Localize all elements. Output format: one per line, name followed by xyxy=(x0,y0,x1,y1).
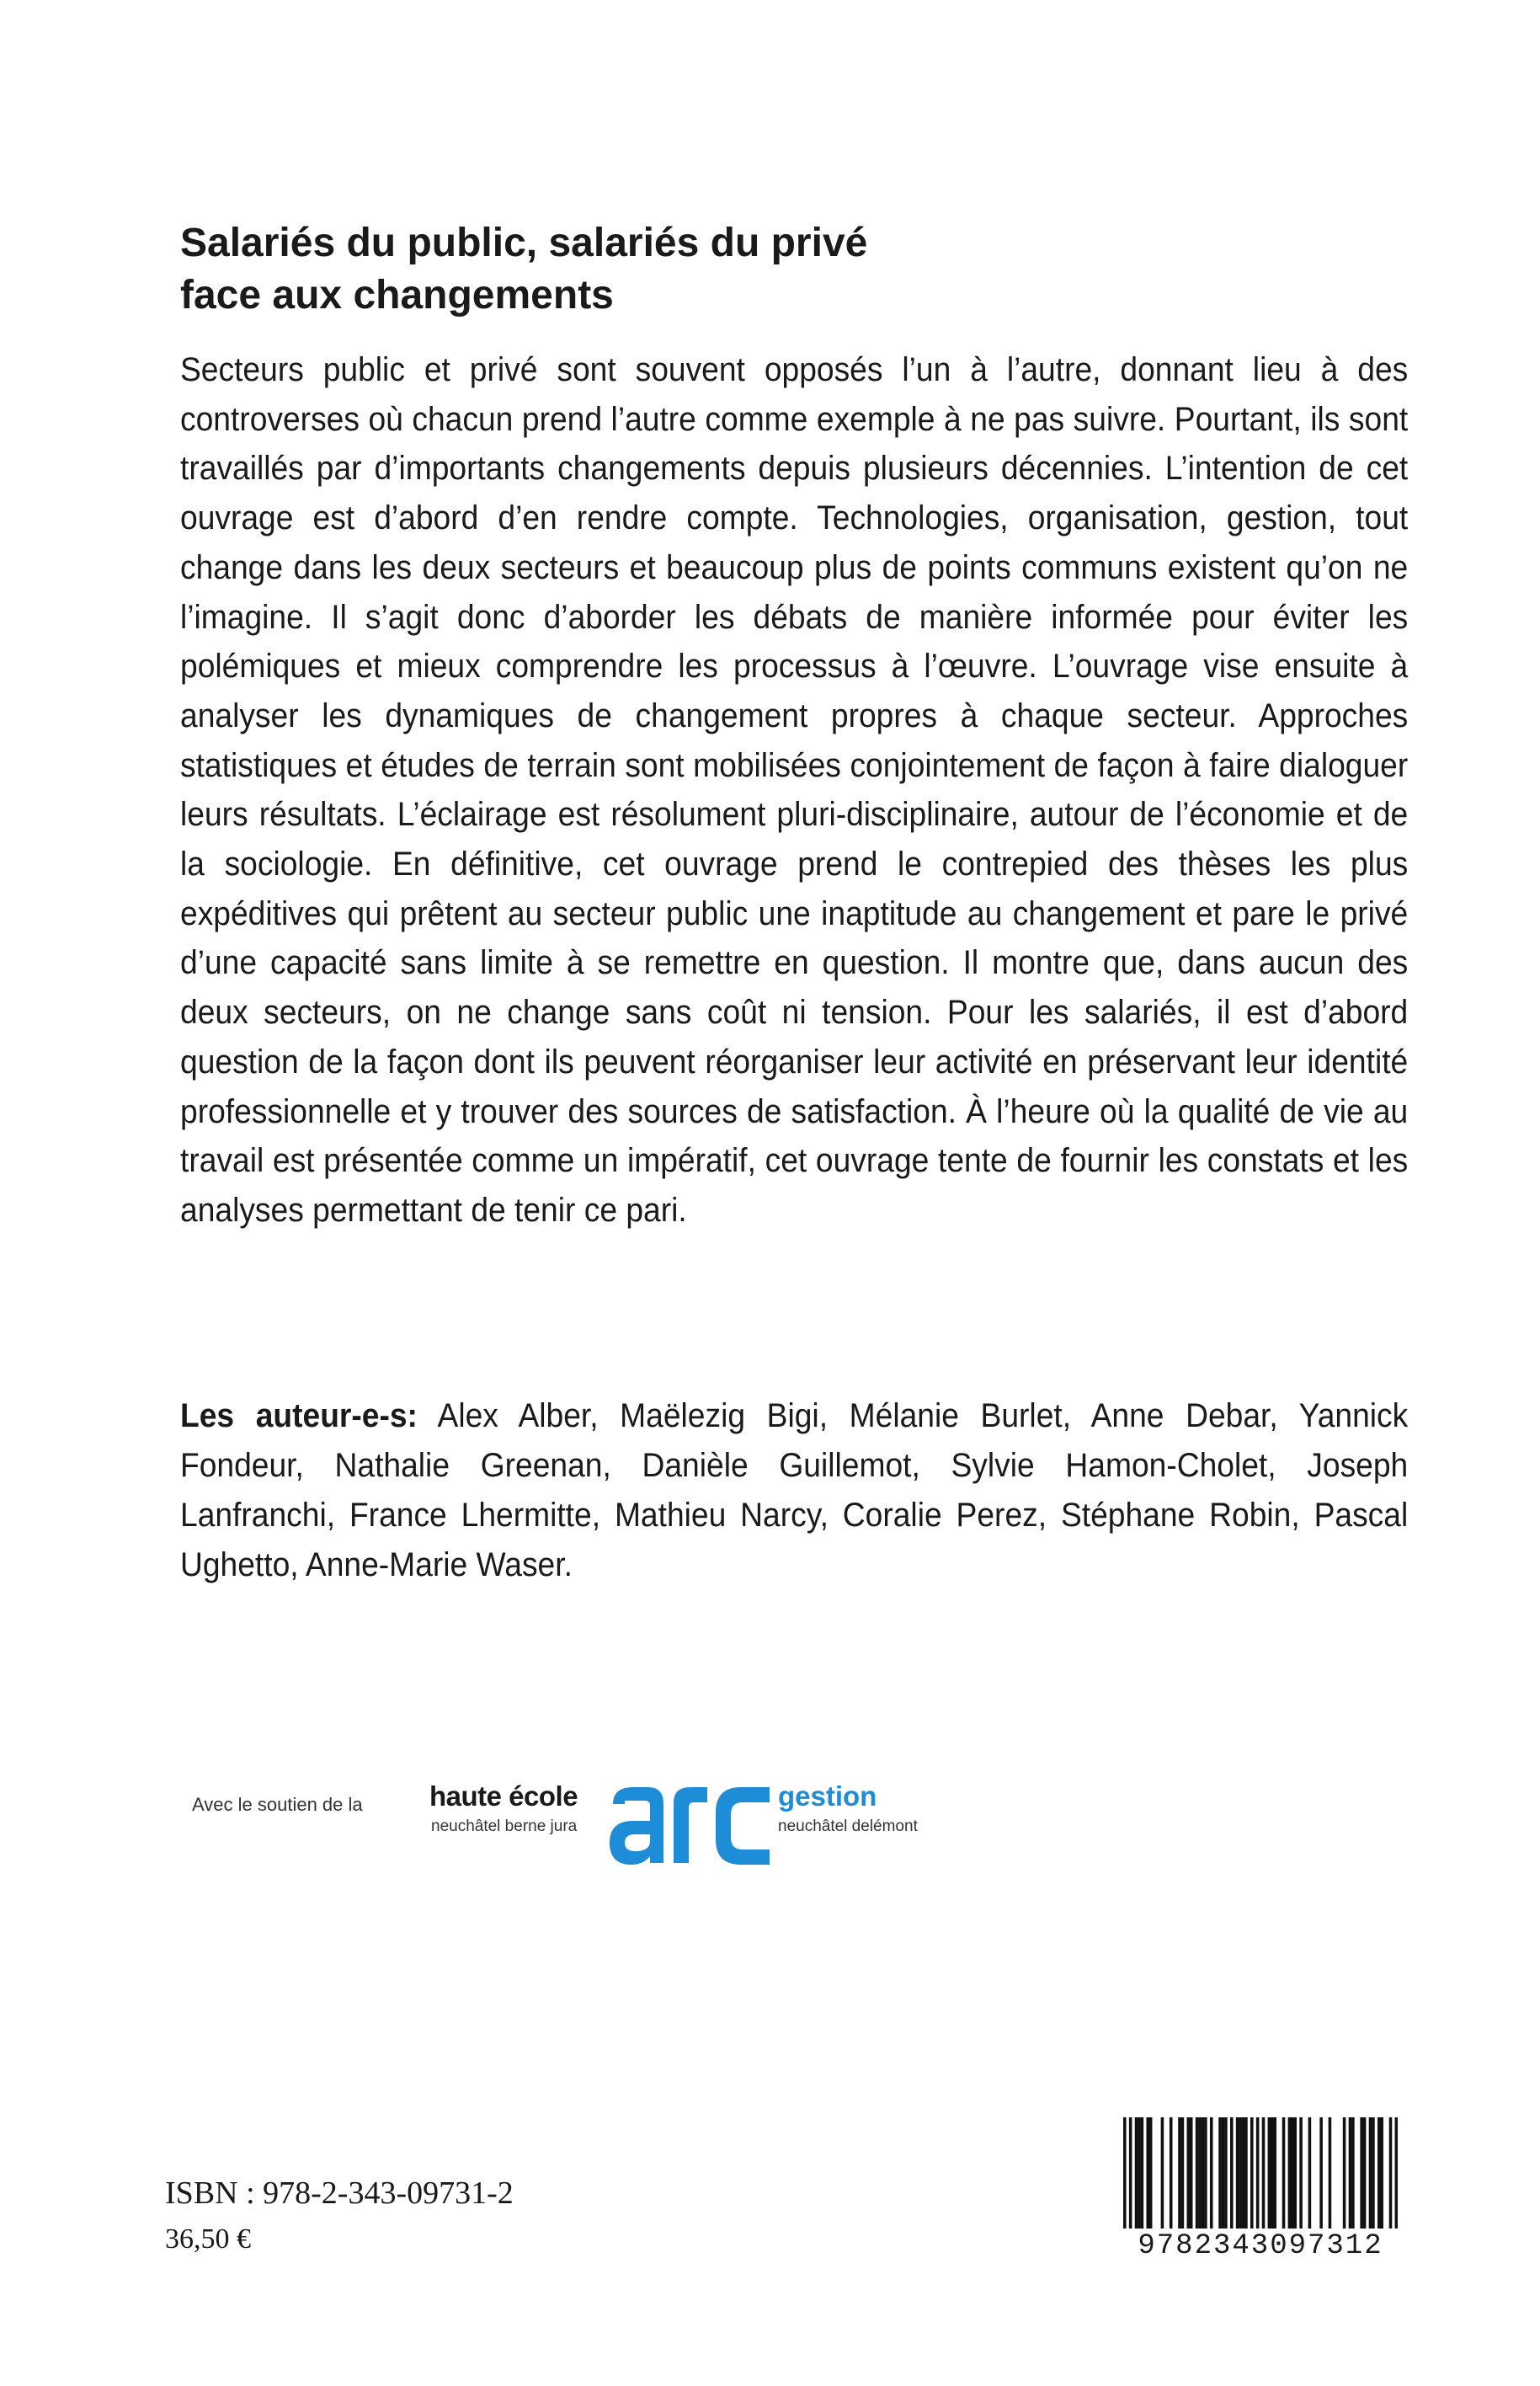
barcode-bar xyxy=(1224,2117,1228,2229)
barcode-bar xyxy=(1186,2117,1190,2229)
barcode-bar xyxy=(1138,2117,1141,2229)
support-text: Avec le soutien de la xyxy=(192,1794,363,1815)
logo-school-name: haute école xyxy=(429,1780,578,1812)
barcode-bar xyxy=(1210,2117,1213,2229)
authors-names: Alex Alber, Maëlezig Bigi, Mélanie Burlet, Anne Debar, Yannick Fondeur, Nathalie Greenan, Danièle Guillemot, Sylvie Hamon-Cholet, Joseph Lanfranchi, France Lhermitte, Mathieu Narcy, Coralie Perez, Stéphane Robin, Pascal Ughetto, Anne-Marie Waser. xyxy=(180,1397,1409,1583)
barcode-bar xyxy=(1236,2117,1239,2229)
barcode-bar xyxy=(1250,2117,1254,2229)
barcode-bar xyxy=(1395,2117,1398,2229)
barcode-bar xyxy=(1308,2117,1312,2229)
barcode-bar xyxy=(1198,2117,1202,2229)
barcode-number: 9782343097312 xyxy=(1138,2230,1383,2262)
barcode-bar xyxy=(1380,2117,1383,2229)
barcode-bar xyxy=(1319,2117,1323,2229)
logo-unit-sub: neuchâtel delémont xyxy=(778,1818,918,1835)
barcode-bar xyxy=(1268,2117,1271,2229)
book-description: Secteurs public et privé sont souvent opposés l’un à l’autre, donnant lieu à des controverses où chacun prend l’autre comme exemple à ne pas suivre. Pourtant, ils sont travaillés par d’importants changements depuis plusieurs décennies. L’intention de cet ouvrage est d’abord d’en rendre compte. Technologies, organisation, gestion, tout change dans les deux secteurs et beaucoup plus de points communs existent qu’on ne l’imagine. Il s’agit donc d’aborder les débats de manière informée pour éviter les polémiques et mieux comprendre les processus à l’œuvre. L’ouvrage vise ensuite à analyser les dynamiques de changement propres à chaque secteur. Approches statistiques et études de terrain sont mobilisées conjointement de façon à faire dialoguer leurs résultats. L’éclairage est résolument pluri-disciplinaire, autour de l’économie et de la sociologie. En définitive, cet ouvrage prend le contrepied des thèses les plus expéditives qui prêtent au secteur public une inaptitude au changement et pare le privé d’une capacité sans limite à se remettre en question. Il montre que, dans aucun des deux secteurs, on ne change sans coût ni tension. Pour les salariés, il est d’abord question de la façon dont ils peuvent réorganiser leur activité en préservant leur identité professionnelle et y trouver des sources de satisfaction. À l’heure où la qualité de vie au travail est présentée comme un impératif, cet ouvrage tente de fournir les constats et les analyses permettant de tenir ce pari. xyxy=(180,351,1409,1229)
arc-logo-mark xyxy=(605,1769,773,1878)
authors-label: Les auteur-e-s: xyxy=(180,1397,418,1434)
barcode-bar xyxy=(1282,2117,1286,2229)
barcode-bar xyxy=(1372,2117,1375,2229)
price: 36,50 € xyxy=(165,2223,251,2255)
barcode-bar xyxy=(1218,2117,1222,2229)
barcode-bar xyxy=(1239,2117,1242,2229)
barcode-bar xyxy=(1146,2117,1149,2229)
barcode-bar xyxy=(1363,2117,1367,2229)
barcode-bar xyxy=(1196,2117,1199,2229)
logo-unit-name: gestion xyxy=(778,1780,877,1812)
book-title xyxy=(180,217,1376,322)
title-line-2: face aux changements xyxy=(180,273,614,318)
barcode-bar xyxy=(1230,2117,1234,2229)
barcode-bar xyxy=(1271,2117,1274,2229)
barcode-bar xyxy=(1256,2117,1260,2229)
barcode-bar xyxy=(1181,2117,1185,2229)
barcode-bar xyxy=(1149,2117,1153,2229)
barcode-bar xyxy=(1389,2117,1393,2229)
barcode-bar xyxy=(1273,2117,1276,2229)
barcode-bar xyxy=(1351,2117,1355,2229)
barcode-bar xyxy=(1129,2117,1132,2229)
barcode-bar xyxy=(1369,2117,1372,2229)
barcode-bar xyxy=(1242,2117,1245,2229)
barcode-bar xyxy=(1360,2117,1363,2229)
barcode-bar xyxy=(1262,2117,1266,2229)
logo-school-sub: neuchâtel berne jura xyxy=(431,1818,578,1835)
barcode-bar xyxy=(1329,2117,1332,2229)
barcode-bar xyxy=(1178,2117,1181,2229)
barcode-bar xyxy=(1141,2117,1144,2229)
barcode-bar xyxy=(1123,2117,1127,2229)
barcode-bar xyxy=(1170,2117,1173,2229)
title-line-1: Salariés du public, salariés du privé xyxy=(180,221,868,265)
barcode-bar xyxy=(1288,2117,1292,2229)
barcode-bar xyxy=(1349,2117,1352,2229)
authors-paragraph xyxy=(180,1391,1408,1590)
barcode-bar xyxy=(1204,2117,1207,2229)
barcode-bar xyxy=(1343,2117,1346,2229)
barcode-bars xyxy=(1123,2117,1398,2229)
haute-ecole-arc-logo xyxy=(429,1769,951,1878)
barcode-bar xyxy=(1222,2117,1225,2229)
barcode-bar xyxy=(1244,2117,1248,2229)
barcode-bar xyxy=(1190,2117,1193,2229)
isbn: ISBN : 978-2-343-09731-2 xyxy=(165,2175,514,2211)
barcode-bar xyxy=(1202,2117,1205,2229)
barcode-bar xyxy=(1299,2117,1303,2229)
barcode-bar xyxy=(1161,2117,1164,2229)
barcode-bar xyxy=(1377,2117,1381,2229)
barcode xyxy=(1113,2112,1408,2271)
barcode-bar xyxy=(1293,2117,1297,2229)
barcode-bar xyxy=(1135,2117,1138,2229)
barcode-bar xyxy=(1291,2117,1294,2229)
